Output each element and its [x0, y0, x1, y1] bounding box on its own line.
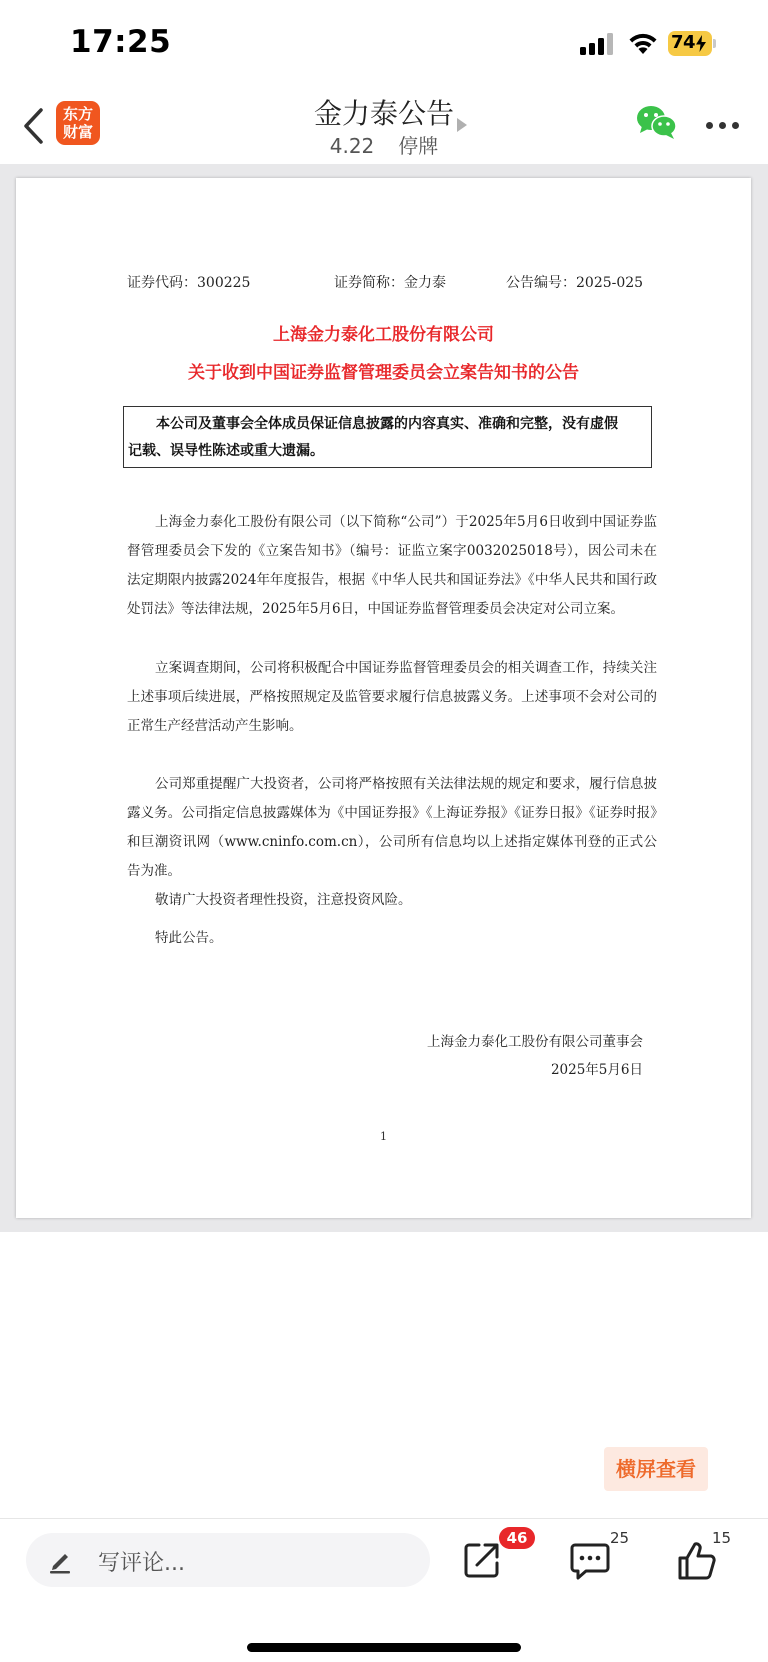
signature-date: 2025年5月6日 — [550, 1062, 643, 1078]
landscape-view-button[interactable]: 横屏查看 — [604, 1447, 708, 1491]
wifi-icon — [626, 30, 660, 56]
caret-right-icon — [457, 118, 467, 132]
status-bar — [0, 0, 768, 88]
more-icon[interactable] — [706, 122, 740, 130]
comment-placeholder: 写评论... — [98, 1551, 185, 1576]
announcement-number: 公告编号：2025-025 — [506, 275, 644, 291]
stock-price: 4.22 — [329, 134, 375, 158]
security-code: 证券代码：300225 — [127, 275, 251, 291]
paragraph-2: 立案调查期间，公司将积极配合中国证券监督管理委员会的相关调查工作，持续关注上述事项后续进展，严格按照规定及监管要求履行信息披露义务。上述事项不会对公司的正常生产经营活动产生影响。 — [127, 660, 657, 734]
nav-bar — [0, 88, 768, 164]
stock-status: 停牌 — [398, 134, 439, 158]
paragraph-3: 公司郑重提醒广大投资者，公司将严格按照有关法律法规的规定和要求，履行信息披露义务。公司指定信息披露媒体为《中国证券报》《上海证券报》《证券日报》《证券时报》和巨潮资讯网（www.cninfo.com.cn），公司所有信息均以上述指定媒体刊登的正式公告为准。 — [127, 776, 657, 879]
pen-icon — [48, 1546, 76, 1574]
like-icon[interactable] — [677, 1541, 717, 1581]
share-count-badge: 46 — [499, 1527, 535, 1549]
app-logo-line2: 财富 — [62, 123, 93, 141]
paragraph-1: 上海金力泰化工股份有限公司（以下简称“公司”）于2025年5月6日收到中国证券监督管理委员会下发的《立案告知书》（编号：证监立案字0032025018号），因公司未在法定期限内披露2024年年度报告，根据《中华人民共和国证券法》《中华人民共和国行政处罚法》等法律法规，2025年5月6日，中国证券监督管理委员会决定对公司立案。 — [127, 514, 657, 617]
paragraph-4: 敬请广大投资者理性投资，注意投资风险。 — [155, 892, 412, 908]
comment-input[interactable] — [26, 1533, 430, 1587]
share-icon[interactable] — [463, 1541, 501, 1579]
comment-icon[interactable] — [570, 1541, 610, 1581]
signal-icon — [580, 33, 616, 55]
like-count: 15 — [712, 1529, 732, 1547]
wechat-icon[interactable] — [636, 104, 678, 140]
declaration-line2: 记载、误导性陈述或重大遗漏。 — [128, 443, 324, 459]
page-title: 金力泰公告 — [313, 97, 454, 130]
app-logo-line1: 东方 — [62, 105, 93, 123]
comment-count: 25 — [610, 1529, 630, 1547]
signature: 上海金力泰化工股份有限公司董事会 — [427, 1034, 643, 1050]
document-page — [16, 178, 751, 1218]
home-indicator[interactable] — [247, 1643, 521, 1652]
paragraph-5: 特此公告。 — [155, 930, 223, 946]
page-number: 1 — [380, 1130, 387, 1143]
declaration-line1: 本公司及董事会全体成员保证信息披露的内容真实、准确和完整，没有虚假 — [156, 416, 618, 432]
security-name: 证券简称：金力泰 — [334, 275, 446, 291]
declaration-box — [123, 406, 652, 468]
bottom-action-bar — [0, 1518, 768, 1662]
notice-title: 关于收到中国证券监督管理委员会立案告知书的公告 — [188, 363, 579, 383]
battery-charging-icon — [668, 31, 716, 56]
company-title: 上海金力泰化工股份有限公司 — [273, 325, 494, 345]
status-time: 17:25 — [70, 24, 172, 60]
document-viewer[interactable] — [0, 164, 768, 1232]
battery-level: 74 — [671, 32, 696, 53]
